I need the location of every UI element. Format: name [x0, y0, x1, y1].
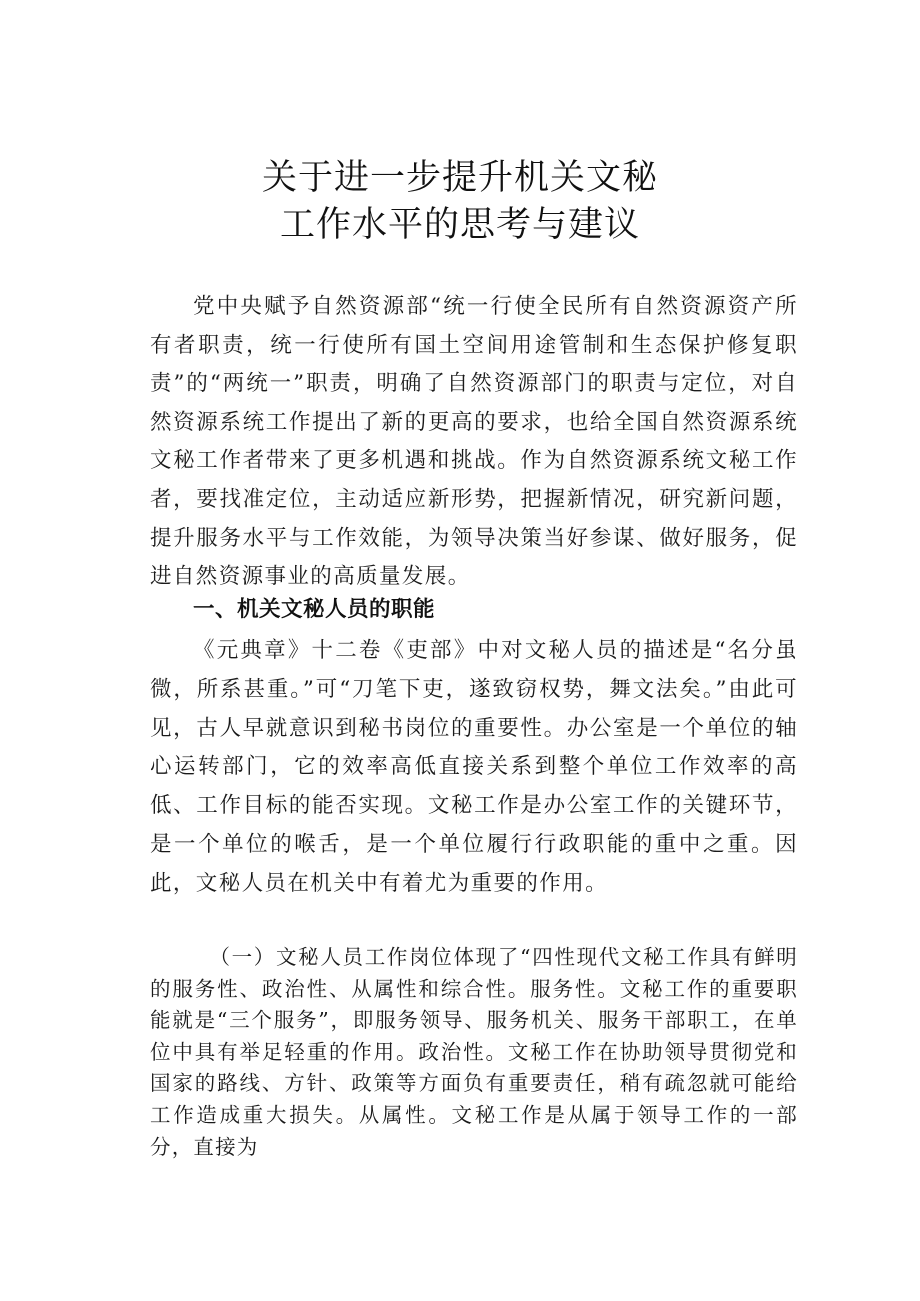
document-title-line-1: 关于进一步提升机关文秘 [261, 158, 658, 198]
section-1-paragraph-1: 《元典章》十二卷《吏部》中对文秘人员的描述是“名分虽微，所系甚重。”可“刀笔下吏，遂致窃权势，舞文法矣。”由此可见，古人早就意识到秘书岗位的重要性。办公室是一个单位的轴心运转部门，它的效率高低直接关系到整个单位工作效率的高低、工作目标的能否实现。文秘工作是办公室工作的关键环节，是一个单位的喉舌，是一个单位履行行政职能的重中之重。因此，文秘人员在机关中有着尤为重要的作用。 [150, 638, 798, 896]
section-1-paragraph-2: （一）文秘人员工作岗位体现了“四性现代文秘工作具有鲜明的服务性、政治性、从属性和综合性。服务性。文秘工作的重要职能就是“三个服务”，即服务领导、服务机关、服务干部职工，在单位中具有举足轻重的作用。政治性。文秘工作在协助领导贯彻党和国家的路线、方针、政策等方面负有重要责任，稍有疏忽就可能给工作造成重大损失。从属性。文秘工作是从属于领导工作的一部分，直接为 [150, 945, 798, 1159]
section-1-heading: 一、机关文秘人员的职能 [193, 597, 436, 622]
document-title-line-2: 工作水平的思考与建议 [279, 205, 640, 245]
intro-paragraph: 党中央赋予自然资源部“统一行使全民所有自然资源资产所有者职责，统一行使所有国土空间用途管制和生态保护修复职责”的“两统一”职责，明确了自然资源部门的职责与定位，对自然资源系统工作提出了新的更高的要求，也给全国自然资源系统文秘工作者带来了更多机遇和挑战。作为自然资源系统文秘工作者，要找准定位，主动适应新形势，把握新情况，研究新问题，提升服务水平与工作效能，为领导决策当好参谋、做好服务，促进自然资源事业的高质量发展。 [150, 294, 798, 590]
